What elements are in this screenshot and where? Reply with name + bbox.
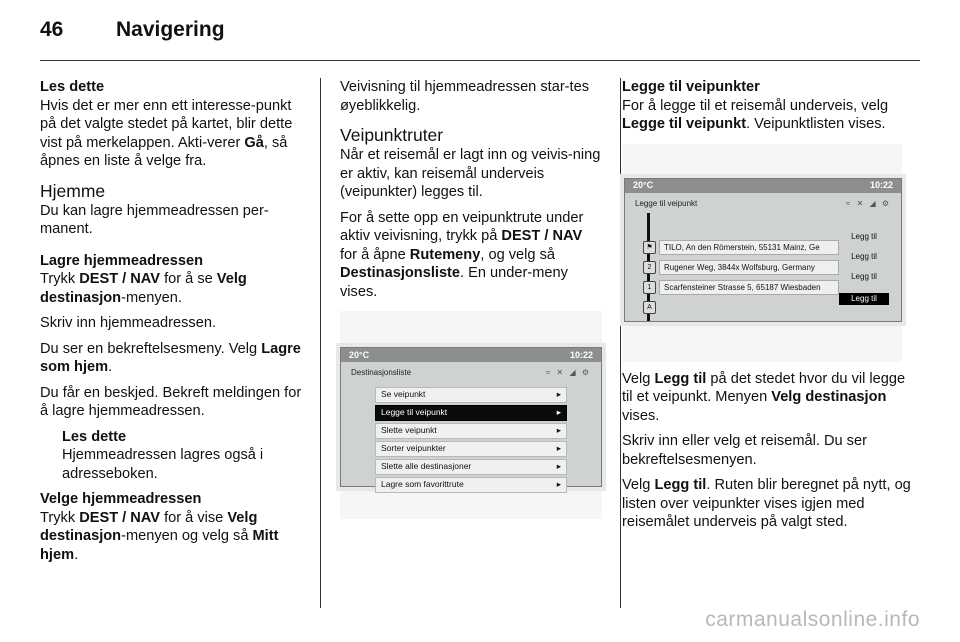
chevron-right-icon: ▸ [556,389,561,400]
velge-text: -menyen og velg så [121,528,253,544]
lagre-som-hjem-label: Lagre som hjem [40,340,301,375]
lt-text: . Ruten blir beregnet på nytt, og listen over veipunkter vises igjen med reisemålet underveis på valgt sted. [622,477,911,530]
note-1-bold: Gå [244,134,264,151]
column-3 [622,78,912,539]
page-number: 46 [40,18,64,41]
rutemeny-label: Rutemeny [409,246,481,263]
waypoint-address: Rugener Weg, 3844x Wolfsburg, Germany [659,260,839,275]
legge-til-p3: Skriv inn eller velg et reisemål. Du ser bekreftelsesmenyen. [622,433,867,468]
note-1 [40,78,304,171]
header-rule [40,60,920,61]
column-divider-1 [320,78,321,608]
veipunktruter-p2 [340,209,602,302]
legge-til-p2 [622,370,912,426]
lagre-text: Du ser en bekreftelsesmeny. Velg [40,340,262,357]
temperature: 20°C [633,180,654,191]
menu-item-label: Sorter veipunkter [381,443,446,454]
veipunktruter-text: Når et reisemål er lagt inn og veivis-ning er aktiv, kan reisemål underveis (veipunkter) legges til. [340,147,601,200]
menu-item[interactable] [375,423,567,439]
lt-text: Velg [622,370,655,387]
waypoint-row[interactable] [643,241,839,255]
vp-text: for å åpne [340,246,410,263]
note-1-title: Les dette [40,79,105,95]
legg-til-label: Legg til [654,370,707,387]
infotainment-screen [624,178,902,322]
chevron-right-icon: ▸ [556,425,561,436]
velge-heading: Velge hjemmeadressen [40,491,202,507]
vp-text: For å sette opp en veipunktrute under aktiv veivisning, trykk på [340,209,584,244]
menu-item[interactable] [375,459,567,475]
note-2-text: Hjemmeadressen lagres også i adresseboken. [62,447,264,482]
intro-text: Veivisning til hjemmeadressen star-tes øyeblikkelig. [340,79,590,114]
legg-til-label: Legg til [654,477,707,493]
menu-item-label: Lagre som favorittrute [381,479,464,490]
page-title: Navigering [116,18,225,41]
waypoint-icon: 1 [643,281,656,294]
chevron-right-icon: ▸ [556,407,561,418]
waypoint-row[interactable] [643,261,839,275]
clock: 10:22 [569,349,593,360]
destinasjonsliste-label: Destinasjonsliste [340,265,461,281]
note-1-text2: , så åpnes en liste å velge fra. [40,134,288,169]
legge-til-heading: Legge til veipunkter [622,79,760,95]
lt-text: For å legge til et reisemål underveis, velg [622,97,889,114]
menu-item-label: Slette alle destinasjoner [381,461,472,472]
lt-text: vises. [622,407,660,424]
lagre-text: -menyen. [121,289,182,306]
lt-text: Velg [622,477,655,493]
column-1 [40,78,304,571]
velg-destinasjon-label: Velg destinasjon [40,509,258,544]
screen-title: Legge til veipunkt [635,198,698,208]
note-1-text: Hvis det er mer enn ett interesse-punkt på det valgte stedet på kartet, blir dette vist på merkelappen. Akti-verer [40,97,293,151]
waypoint-row[interactable] [643,281,839,295]
menu-item[interactable] [375,477,567,493]
menu-item[interactable] [375,387,567,403]
chevron-right-icon: ▸ [556,479,561,490]
lagre-p2: Skriv inn hjemmeadressen. [40,315,217,331]
waypoint-row [643,301,659,315]
chevron-right-icon: ▸ [556,443,561,454]
hjemme-text: Du kan lagre hjemmeadressen per-manent. [40,202,269,237]
note-2 [40,428,304,484]
vp-text: . En under-meny vises. [340,265,568,300]
velg-destinasjon-label: Velg destinasjon [40,271,247,306]
legg-til-button[interactable]: Legg til [851,231,877,241]
menu-item-label: Se veipunkt [381,389,426,400]
legg-til-button[interactable]: Legg til [851,251,877,261]
velg-destinasjon-label: Velg destinasjon [771,389,887,405]
watermark: carmanualsonline.info [705,608,920,631]
status-icons: ≈ ✕ ◢ ⚙ [845,198,891,208]
lagre-text: Trykk [40,271,80,287]
column-2 [340,78,602,527]
velge-text: for å vise [160,509,228,526]
waypoint-address: Scarfensteiner Strasse 5, 65187 Wiesbaden [659,280,839,295]
waypoint-icon: A [643,301,656,314]
status-icons: ≈ ✕ ◢ ⚙ [545,368,591,377]
legge-til-veipunkt-screenshot [622,144,902,362]
destination-menu [341,387,601,493]
dest-nav-label: DEST / NAV [79,271,161,287]
destinasjonsliste-screenshot [340,311,602,519]
chevron-right-icon: ▸ [556,461,561,472]
dest-nav-label: DEST / NAV [501,228,583,244]
menu-item-label: Slette veipunkt [381,425,437,436]
legge-til-veipunkt-label: Legge til veipunkt [622,116,747,132]
legge-til-p4 [622,476,912,532]
screen-title-bar [625,193,901,216]
lt-text: på det stedet hvor du vil legge til et veipunkt. Menyen [622,370,906,405]
menu-item[interactable] [375,441,567,457]
menu-item-label: Legge til veipunkt [381,407,448,418]
screen-title: Destinasjonsliste [351,368,412,377]
velge-section [40,490,304,564]
status-bar [341,348,601,362]
note-2-title: Les dette [62,428,127,445]
veipunktruter-heading: Veipunktruter [340,125,444,145]
vp-text: , og velg så [480,246,555,263]
legg-til-button-selected[interactable]: Legg til [839,293,889,305]
velge-text: . [74,546,79,563]
waypoint-address: TILO, An den Römerstein, 55131 Mainz, Ge [659,240,839,255]
waypoint-icon: ⚑ [643,241,656,254]
lagre-p3 [40,340,304,377]
status-bar [625,179,901,193]
legge-til-p1 [622,97,912,134]
velge-text: Trykk [40,509,80,526]
mitt-hjem-label: Mitt hjem [40,528,279,563]
lagre-heading: Lagre hjemmeadressen [40,252,204,269]
lagre-section [40,252,304,308]
clock: 10:22 [869,180,893,191]
lt-text: . Veipunktlisten vises. [746,116,886,132]
lagre-p4: Du får en beskjed. Bekreft meldingen for å lagre hjemmeadressen. [40,384,302,419]
temperature: 20°C [349,349,370,360]
column-divider-2 [620,78,621,608]
page-header [40,18,225,42]
infotainment-screen [340,347,602,490]
waypoint-icon: 2 [643,261,656,274]
hjemme-heading: Hjemme [40,180,106,201]
dest-nav-label: DEST / NAV [79,509,161,526]
lagre-text: for å se [160,271,217,287]
lagre-text: . [108,359,113,375]
screen-title-bar [341,362,601,385]
legg-til-button[interactable]: Legg til [851,271,877,281]
menu-item[interactable] [375,405,567,421]
